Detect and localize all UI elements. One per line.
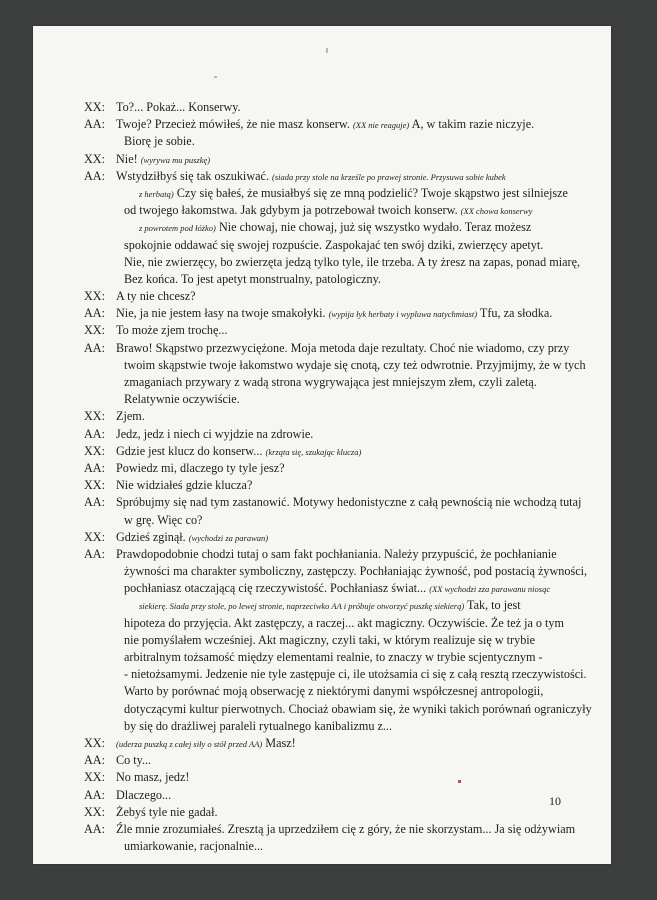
stage-direction: (wyrywa mu puszkę) [140, 154, 211, 165]
spoken-text: Twoje? Przecież mówiłeś, że nie masz konserw. [116, 117, 353, 132]
spoken-text: Nie chowaj, nie chowaj, już się wszystko wydało. Teraz możesz [215, 220, 532, 235]
dialogue-line [84, 305, 582, 322]
line-text [116, 735, 296, 753]
speaker-label: XX: [84, 323, 105, 338]
speaker-label: XX: [84, 289, 105, 304]
speaker-label: AA: [84, 306, 105, 321]
stage-direction: z powrotem pod łóżko) [139, 223, 216, 234]
speaker-label: XX: [84, 151, 105, 166]
dialogue-line [84, 769, 582, 786]
dialogue-line [84, 718, 582, 735]
speaker-label: XX: [84, 478, 105, 493]
dialogue-line [84, 237, 582, 254]
dialogue-line [84, 202, 582, 219]
dialogue-line [84, 133, 582, 150]
line-text: w grę. Więc co? [124, 512, 203, 527]
line-text: Zjem. [116, 409, 145, 424]
line-text: by się do drażliwej paraleli rytualnego kanibalizmu z... [124, 718, 393, 733]
speaker-label: XX: [84, 409, 105, 424]
dialogue-line [84, 168, 582, 185]
dialogue-line [84, 563, 588, 580]
dialogue-line [84, 821, 582, 838]
speaker-label: AA: [84, 340, 105, 355]
dialogue-line [84, 185, 582, 202]
spoken-text: Gdzie jest klucz do konserw... [116, 443, 266, 458]
line-text [116, 305, 552, 323]
dialogue-line [84, 804, 582, 821]
stage-direction: (XX wychodzi zza parawanu niosąc [429, 584, 551, 595]
spoken-text: Tak, to jest [464, 598, 521, 613]
speck [214, 76, 217, 78]
line-text: Co ty... [116, 753, 152, 768]
play-text [84, 99, 592, 855]
spoken-text: pochłaniasz otaczającą cię rzeczywistość. Pochłaniasz świat... [124, 581, 430, 596]
line-text: żywności ma charakter symboliczny, zastępczy. Pochłaniając żywność, pod postacią żywności, [124, 564, 588, 579]
line-text: Powiedz mi, dlaczego ty tyle jesz? [116, 460, 285, 475]
dialogue-line [84, 649, 582, 666]
spoken-text: Nie! [116, 151, 141, 166]
speck [458, 780, 461, 783]
spoken-text: Nie, ja nie jestem łasy na twoje smakołyki. [116, 306, 329, 321]
stage-direction: (XX nie reaguje) [352, 120, 410, 131]
dialogue-line [84, 391, 582, 408]
speaker-label: AA: [84, 168, 105, 183]
line-text: To może zjem trochę... [116, 323, 228, 338]
line-text: Biorę je sobie. [124, 134, 195, 149]
speaker-label: AA: [84, 821, 105, 836]
dialogue-line [84, 787, 582, 804]
dialogue-line [84, 615, 582, 632]
dialogue-line [84, 340, 582, 357]
spoken-text: Gdzieś zginął. [116, 529, 189, 544]
line-text: nie pomyślałem wcześniej. Akt magiczny, czyli taki, w którym realizuje się w trybie [124, 632, 536, 647]
dialogue-line [84, 752, 582, 769]
dialogue-line [84, 254, 582, 271]
dialogue-line [84, 735, 582, 752]
stage-direction: (XX chowa konserwy [460, 206, 533, 217]
line-text: umiarkowanie, racjonalnie... [124, 839, 264, 854]
line-text: Żebyś tyle nie gadał. [116, 804, 218, 819]
line-text: - nietożsamymi. Jedzenie nie tyle zastępuje ci, ile utożsamia ci się z całą resztą rzeczywistości. [124, 667, 587, 682]
line-text: Brawo! Skąpstwo przezwyciężone. Moja metoda daje rezultaty. Choć nie wiadomo, czy przy [116, 340, 570, 355]
line-text [116, 443, 361, 461]
line-text: Źle mnie zrozumiałeś. Zresztą ja uprzedziłem cię z góry, że nie skorzystam... Ja się odżywiam [116, 821, 576, 836]
spoken-text: Tfu, za słodka. [477, 306, 553, 321]
speaker-label: AA: [84, 787, 105, 802]
dialogue-line [84, 666, 587, 683]
dialogue-line [84, 99, 582, 116]
speck [326, 48, 328, 53]
line-text [124, 580, 550, 598]
dialogue-line [84, 460, 582, 477]
line-text [139, 597, 521, 615]
line-text: No masz, jedz! [116, 770, 190, 785]
stage-direction: (uderza puszką z całej siły o stół przed AA) [116, 738, 263, 749]
line-text [139, 185, 568, 203]
spoken-text: Wstydziłbyś się tak oszukiwać. [116, 168, 273, 183]
dialogue-line [84, 580, 582, 597]
document-page [33, 26, 611, 864]
stage-direction: (wypija łyk herbaty i wypluwa natychmiast) [328, 309, 478, 320]
dialogue-line [84, 683, 582, 700]
line-text [116, 168, 506, 186]
line-text: A ty nie chcesz? [116, 289, 196, 304]
line-text: hipoteza do przyjęcia. Akt zastępczy, a raczej... akt magiczny. Oczywiście. Że też ja o tym [124, 615, 565, 630]
line-text [116, 116, 534, 134]
dialogue-line [84, 288, 582, 305]
line-text: arbitralnym tożsamość między elementami realnie, to znaczy w trybie scjentycznym - [124, 650, 543, 664]
line-text: Jedz, jedz i niech ci wyjdzie na zdrowie. [116, 426, 314, 441]
spoken-text: A, w takim razie niczyje. [409, 117, 535, 132]
line-text [124, 202, 532, 220]
speaker-label: AA: [84, 460, 105, 475]
speaker-label: AA: [84, 495, 105, 510]
dialogue-line [84, 494, 582, 511]
dialogue-line [84, 116, 582, 133]
speaker-label: XX: [84, 735, 105, 750]
dialogue-line [84, 701, 592, 718]
line-text: Warto by porównać moją obserwację z niektórymi danymi współczesnej antropologii, [124, 684, 544, 699]
dialogue-line [84, 838, 582, 855]
stage-direction: (siada przy stole na krześle po prawej stronie. Przysuwa sobie kubek [272, 171, 506, 182]
dialogue-line [84, 219, 582, 236]
line-text: Relatywnie oczywiście. [124, 392, 240, 407]
dialogue-line [84, 597, 582, 614]
line-text: Prawdopodobnie chodzi tutaj o sam fakt pochłaniania. Należy przypuścić, że pochłanianie [116, 546, 557, 561]
speaker-label: XX: [84, 100, 105, 114]
line-text: Bez końca. To jest apetyt monstrualny, patologiczny. [124, 271, 381, 286]
speaker-label: XX: [84, 804, 105, 819]
dialogue-line [84, 374, 582, 391]
dialogue-line [84, 512, 582, 529]
stage-direction: (wychodzi za parawan) [188, 532, 269, 543]
page-number: 10 [549, 794, 561, 808]
line-text: Nie widziałeś gdzie klucza? [116, 478, 253, 493]
line-text [139, 219, 531, 237]
speaker-label: AA: [84, 753, 105, 768]
dialogue-line [84, 426, 582, 443]
line-text: To?... Pokaż... Konserwy. [116, 100, 241, 114]
dialogue-line [84, 477, 582, 494]
dialogue-line [84, 443, 582, 460]
stage-direction: (krząta się, szukając klucza) [265, 446, 362, 457]
dialogue-line [84, 151, 582, 168]
line-text: spokojnie oddawać się swojej rozpuście. Zaspokajać ten swój dziki, zwierzęcy apetyt. [124, 237, 544, 252]
line-text: twoim skąpstwie twoje łakomstwo wydaje się cnotą, czy też odwrotnie. Przyjmijmy, że w tych [124, 357, 586, 372]
speaker-label: XX: [84, 529, 105, 544]
line-text: zmaganiach przywary z wadą strona wygrywająca jest mniejszym złem, czyli zaletą. [124, 375, 537, 389]
stage-direction: siekierę. Siada przy stole, po lewej stronie, naprzeciwko AA i próbuje otworzyć puszkę siekierą) [139, 601, 465, 612]
dialogue-line [84, 546, 582, 563]
dialogue-line [84, 529, 582, 546]
spoken-text: Czy się bałeś, że musiałbyś się ze mną podzielić? Twoje skąpstwo jest silniejsze [173, 185, 568, 200]
line-text: Nie, nie zwierzęcy, bo zwierzęta jedzą tylko tyle, ile trzeba. A ty żresz na zapas, ponad miarę, [124, 254, 581, 269]
dialogue-line [84, 357, 586, 374]
line-text [116, 151, 210, 169]
spoken-text: od twojego łakomstwa. Jak gdybym ja potrzebował twoich konserw. [124, 203, 461, 218]
speaker-label: AA: [84, 546, 105, 561]
line-text: dotyczącymi kultur pierwotnych. Chociaż obawiam się, że wyniki takich porównań ograniczyły [124, 701, 592, 716]
line-text: Spróbujmy się nad tym zastanowić. Motywy hedonistyczne z całą pewnością nie wchodzą tutaj [116, 495, 582, 510]
speaker-label: AA: [84, 117, 105, 132]
dialogue-line [84, 408, 582, 425]
line-text [116, 529, 268, 547]
stage-direction: z herbatą) [139, 188, 174, 199]
dialogue-line [84, 322, 582, 339]
spoken-text: Masz! [262, 735, 296, 750]
speaker-label: AA: [84, 426, 105, 441]
speaker-label: XX: [84, 443, 105, 458]
dialogue-line [84, 632, 582, 649]
line-text: Dlaczego... [116, 787, 172, 802]
dialogue-line [84, 271, 582, 288]
speaker-label: XX: [84, 770, 105, 785]
